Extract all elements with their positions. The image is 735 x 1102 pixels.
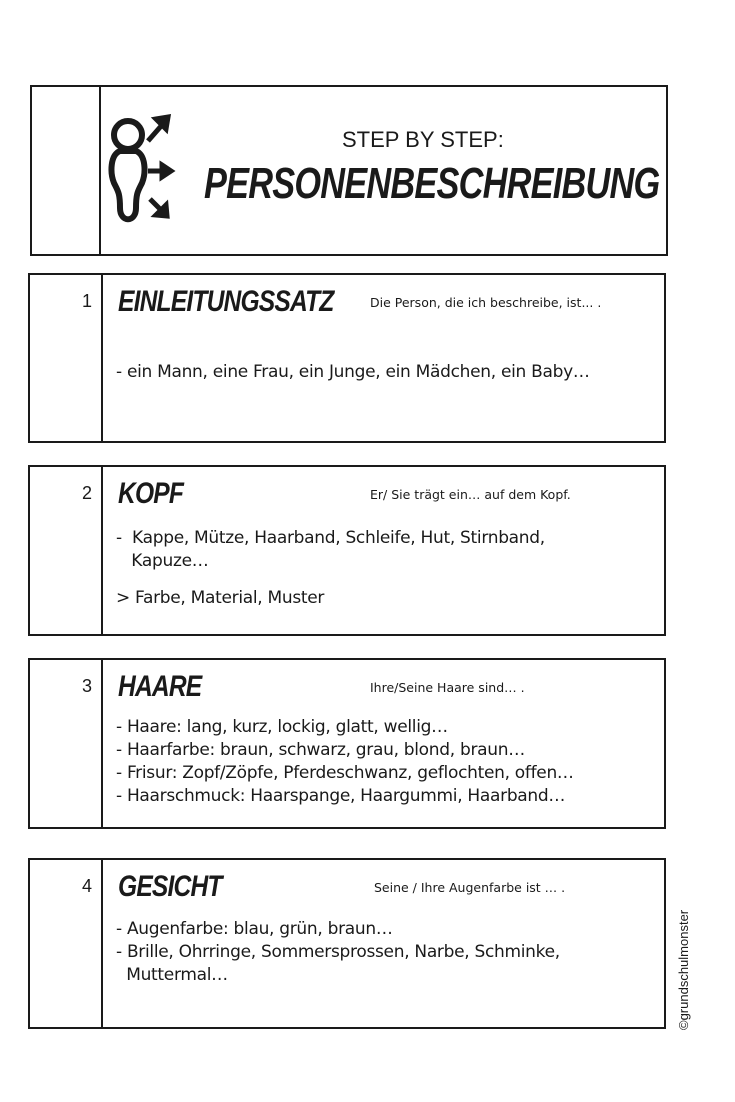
step-line: > Farbe, Material, Muster: [116, 588, 325, 608]
step-line: - Haarfarbe: braun, schwarz, grau, blond, braun…: [116, 740, 525, 760]
step-line: - Haarschmuck: Haarspange, Haargummi, Haarband…: [116, 786, 566, 806]
step-4: [28, 858, 666, 1029]
step-line: - Brille, Ohrringe, Sommersprossen, Narbe, Schminke,: [116, 942, 560, 962]
step-number: 2: [81, 483, 92, 503]
step-number: 3: [81, 676, 92, 696]
step-title: KOPF: [118, 477, 184, 510]
header-title: PERSONENBESCHREIBUNG: [204, 159, 660, 208]
step-line: - ein Mann, eine Frau, ein Junge, ein Mädchen, ein Baby…: [116, 362, 590, 382]
step-line: - Augenfarbe: blau, grün, braun…: [116, 919, 393, 939]
step-sentence: Seine / Ihre Augenfarbe ist … .: [374, 880, 566, 895]
step-sentence: Er/ Sie trägt ein… auf dem Kopf.: [370, 487, 571, 502]
step-line: - Kappe, Mütze, Haarband, Schleife, Hut, Stirnband,: [116, 528, 545, 548]
header-box: [30, 85, 668, 256]
step-sentence: Die Person, die ich beschreibe, ist... .: [370, 295, 602, 310]
step-title: GESICHT: [118, 870, 222, 903]
step-number: 4: [81, 876, 92, 896]
step-title: HAARE: [118, 670, 202, 703]
header-subtitle: STEP BY STEP:: [342, 127, 504, 152]
step-2: [28, 465, 666, 636]
step-line: - Haare: lang, kurz, lockig, glatt, wellig…: [116, 717, 448, 737]
copyright-watermark: ©grundschulmonster: [676, 909, 691, 1030]
step-line: - Frisur: Zopf/Zöpfe, Pferdeschwanz, geflochten, offen…: [116, 763, 574, 783]
step-number: 1: [81, 291, 92, 311]
step-1: [28, 273, 666, 443]
step-sentence: Ihre/Seine Haare sind… .: [370, 680, 525, 695]
step-line: Muttermal…: [116, 965, 228, 985]
step-title: EINLEITUNGSSATZ: [118, 285, 334, 318]
step-3: [28, 658, 666, 829]
step-line: Kapuze…: [116, 551, 209, 571]
person-describe-icon: [108, 113, 198, 233]
